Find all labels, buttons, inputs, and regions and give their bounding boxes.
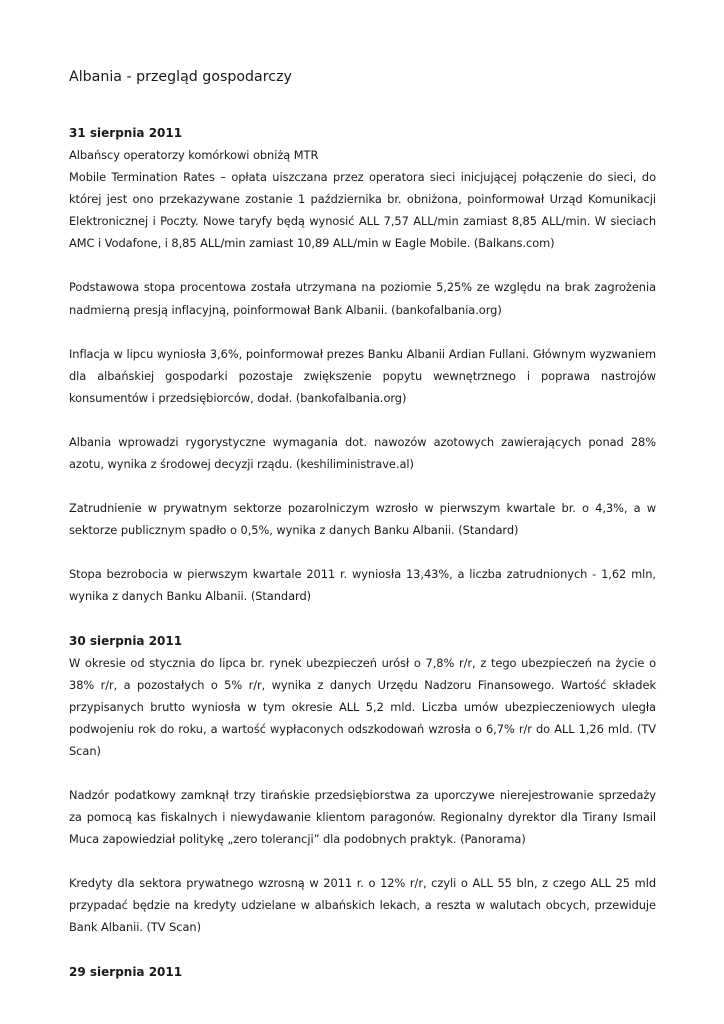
- document-title: Albania - przegląd gospodarczy: [69, 69, 292, 85]
- news-paragraph: Zatrudnienie w prywatnym sektorze pozarolniczym wzrosło w pierwszym kwartale br. o 4,3%, a w sektorze publicznym spadło o 0,5%, wynika z danych Banku Albanii. (Standard): [69, 501, 656, 538]
- news-paragraph: Stopa bezrobocia w pierwszym kwartale 2011 r. wyniosła 13,43%, a liczba zatrudnionych - 1,62 mln, wynika z danych Banku Albanii. (Standard): [69, 567, 656, 604]
- news-section-2011-08-31: [69, 122, 656, 630]
- paragraph-gap: [69, 850, 656, 872]
- section-date: 29 sierpnia 2011: [69, 964, 183, 979]
- news-section-2011-08-29: [69, 961, 656, 983]
- news-section-2011-08-30: [69, 630, 656, 961]
- news-headline: Albańscy operatorzy komórkowi obniżą MTR: [69, 148, 319, 162]
- paragraph-gap: [69, 254, 656, 276]
- news-paragraph: Nadzór podatkowy zamknął trzy tirańskie przedsiębiorstwa za uporczywe nierejestrowanie sprzedaży za pomocą kas fiskalnych i niewydawanie klientom paragonów. Regionalny dyrektor dla Tirany Ismail Muca zapowiedział politykę „zero tolerancji” dla podobnych praktyk. (Panorama): [69, 787, 656, 847]
- news-paragraph: Mobile Termination Rates – opłata uiszczana przez operatora sieci inicjującej połączenie do sieci, do której jest ono przekazywane zostanie 1 października br. obniżona, poinformował Urząd Komunikacji Elektronicznej i Poczty. Nowe taryfy będą wynosić ALL 7,57 ALL/min zamiast 8,85 ALL/min. W sieciach AMC i Vodafone, i 8,85 ALL/min zamiast 10,89 ALL/min w Eagle Mobile. (Balkans.com): [69, 170, 656, 251]
- news-paragraph: Podstawowa stopa procentowa została utrzymana na poziomie 5,25% ze względu na brak zagrożenia nadmierną presją inflacyjną, poinformował Bank Albanii. (bankofalbania.org): [69, 280, 656, 317]
- paragraph-gap: [69, 541, 656, 563]
- paragraph-gap: [69, 409, 656, 431]
- news-paragraph: Kredyty dla sektora prywatnego wzrosną w 2011 r. o 12% r/r, czyli o ALL 55 bln, z czego ALL 25 mld przypadać będzie na kredyty udzielane w albańskich lekach, a reszta w walutach obcych, przewiduje Bank Albanii. (TV Scan): [69, 876, 656, 935]
- news-paragraph: W okresie od stycznia do lipca br. rynek ubezpieczeń urósł o 7,8% r/r, z tego ubezpieczeń na życie o 38% r/r, a pozostałych o 5% r/r, wynika z danych Urzędu Nadzoru Finansowego. Wartość składek przypisanych brutto wyniosła w tym okresie ALL 5,2 mld. Liczba umów ubezpieczeniowych uległa podwojeniu rok do roku, a wartość wypłaconych odszkodowań wzrosła o 6,7% r/r do ALL 1,26 mld. (TV Scan): [69, 655, 656, 758]
- paragraph-gap: [69, 321, 656, 343]
- paragraph-gap: [69, 939, 656, 961]
- paragraph-gap: [69, 608, 656, 630]
- document-page: [69, 66, 656, 983]
- section-date: 30 sierpnia 2011: [69, 633, 183, 648]
- news-paragraph: Albania wprowadzi rygorystyczne wymagania dot. nawozów azotowych zawierających ponad 28% azotu, wynika z środowej decyzji rządu. (keshiliministrave.al): [69, 434, 656, 472]
- section-date: 31 sierpnia 2011: [69, 126, 183, 140]
- paragraph-gap: [69, 475, 656, 497]
- paragraph-gap: [69, 762, 656, 784]
- news-paragraph: Inflacja w lipcu wyniosła 3,6%, poinformował prezes Banku Albanii Ardian Fullani. Głównym wyzwaniem dla albańskiej gospodarki pozostaje zwiększenie popytu wewnętrznego i poprawa nastrojów konsumentów i przedsiębiorców, dodał. (bankofalbania.org): [69, 346, 656, 405]
